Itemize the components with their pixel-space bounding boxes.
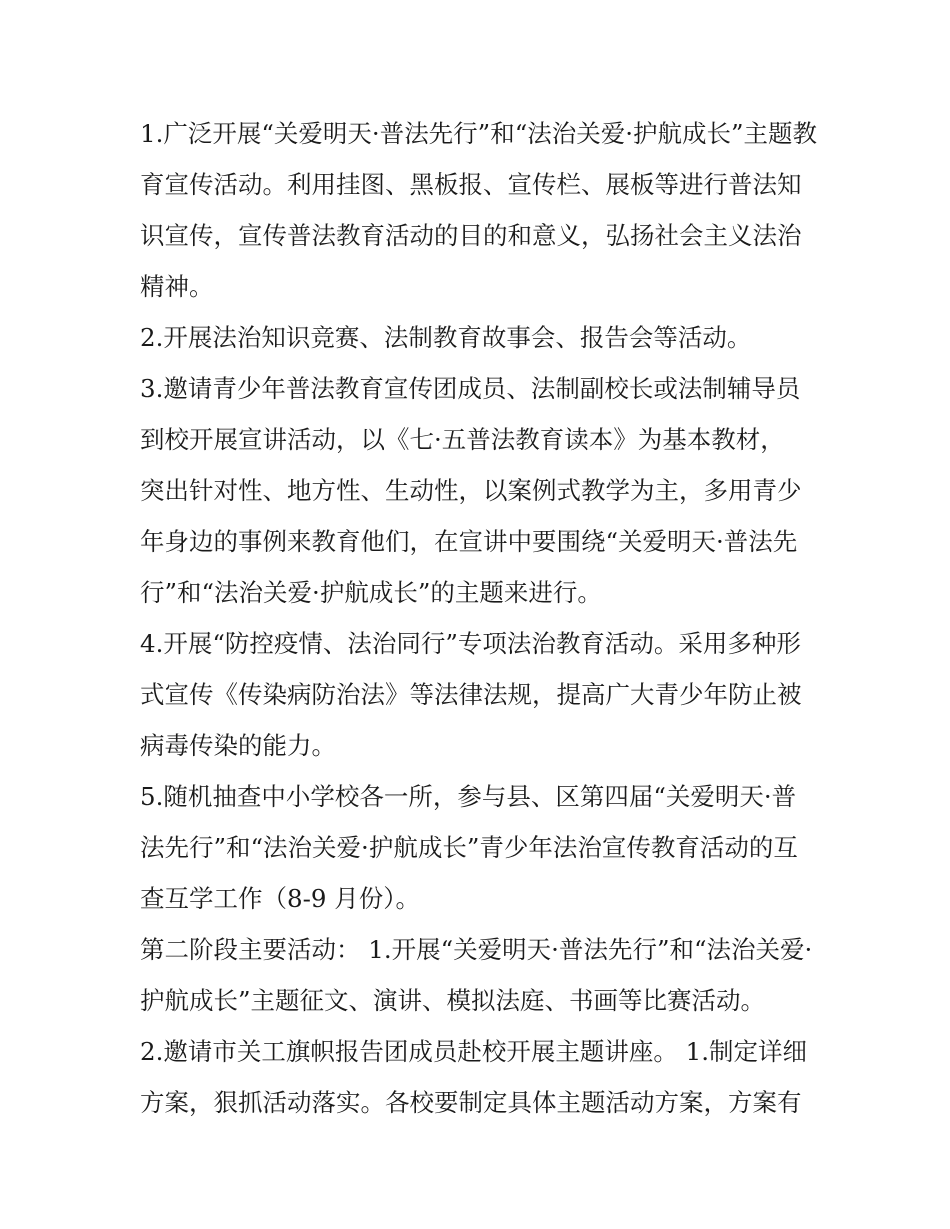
text-line: 式宣传《传染病防治法》等法律法规，提高广大青少年防止被 bbox=[140, 680, 802, 709]
text-line: 3.邀请青少年普法教育宣传团成员、法制副校长或法制辅导员 bbox=[140, 374, 801, 403]
text-line: 1.广泛开展“关爱明天·普法先行”和“法治关爱·护航成长”主题教 bbox=[140, 119, 818, 148]
text-line: 行”和“法治关爱·护航成长”的主题来进行。 bbox=[140, 578, 602, 607]
text-line: 精神。 bbox=[140, 272, 214, 301]
text-line: 病毒传染的能力。 bbox=[140, 731, 336, 760]
text-line: 法先行”和“法治关爱·护航成长”青少年法治宣传教育活动的互 bbox=[140, 833, 798, 862]
text-line: 2.邀请市关工旗帜报告团成员赴校开展主题讲座。 1.制定详细 bbox=[140, 1037, 808, 1066]
text-line: 突出针对性、地方性、生动性，以案例式教学为主，多用青少 bbox=[140, 476, 802, 505]
text-line: 到校开展宣讲活动，以《七·五普法教育读本》为基本教材， bbox=[140, 425, 785, 454]
text-line: 5.随机抽查中小学校各一所，参与县、区第四届“关爱明天·普 bbox=[140, 782, 797, 811]
text-line: 4.开展“防控疫情、法治同行”专项法治教育活动。采用多种形 bbox=[140, 629, 801, 658]
text-line: 方案，狠抓活动落实。各校要制定具体主题活动方案，方案有 bbox=[140, 1088, 802, 1117]
text-line: 查互学工作（8-9 月份）。 bbox=[140, 884, 420, 913]
text-line: 识宣传，宣传普法教育活动的目的和意义，弘扬社会主义法治 bbox=[140, 221, 802, 250]
document-body bbox=[140, 108, 820, 1128]
text-line: 第二阶段主要活动： 1.开展“关爱明天·普法先行”和“法治关爱· bbox=[140, 935, 813, 964]
text-line: 护航成长”主题征文、演讲、模拟法庭、书画等比赛活动。 bbox=[140, 986, 766, 1015]
text-line: 2.开展法治知识竞赛、法制教育故事会、报告会等活动。 bbox=[140, 323, 752, 352]
text-line: 年身边的事例来教育他们，在宣讲中要围绕“关爱明天·普法先 bbox=[140, 527, 798, 556]
text-line: 育宣传活动。利用挂图、黑板报、宣传栏、展板等进行普法知 bbox=[140, 170, 802, 199]
